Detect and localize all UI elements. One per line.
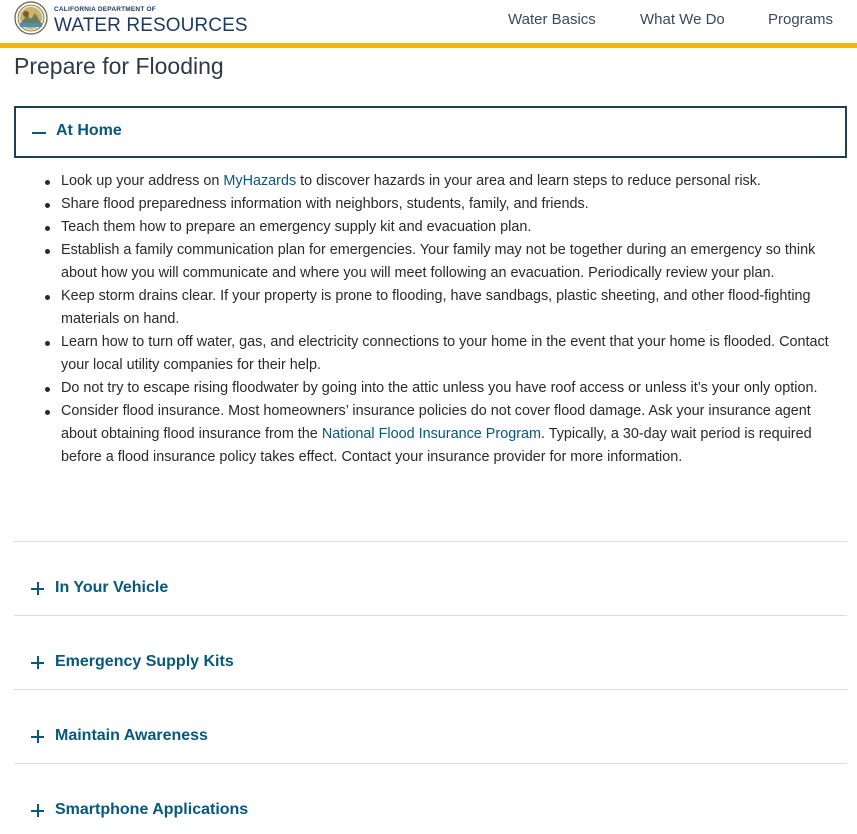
- nav-programs[interactable]: Programs: [768, 11, 834, 28]
- list-item-text: Consider flood insurance. Most homeowners’ insurance policies do not cover flood damage. Ask your insurance agent about obtaining flood insurance from the: [61, 403, 811, 442]
- list-item-text: Look up your address on: [61, 173, 224, 189]
- divider: [14, 615, 847, 616]
- divider: [14, 541, 847, 542]
- logo-subtitle: CALIFORNIA DEPARTMENT OF: [54, 6, 156, 14]
- list-item: Teach them how to prepare an emergency supply kit and evacuation plan.: [61, 216, 847, 239]
- list-item-text: . Typically, a 30-day wait period is required before a flood insurance policy takes effect. Contact your insurance provider for more information.: [61, 426, 812, 465]
- site-header: [0, 0, 857, 48]
- state-seal-icon: [14, 1, 48, 35]
- divider: [14, 689, 847, 690]
- nav-what-we-do[interactable]: What We Do: [640, 11, 725, 28]
- accordion-at-home-header[interactable]: [14, 106, 847, 158]
- accordion-title: At Home: [56, 122, 122, 139]
- list-item: Share flood preparedness information with neighbors, students, family, and friends.: [61, 193, 847, 216]
- myhazards-link[interactable]: MyHazards: [223, 173, 297, 189]
- accordion-emergency-supply-kits[interactable]: [14, 642, 847, 686]
- divider: [14, 763, 847, 764]
- list-item: Keep storm drains clear. If your property is prone to flooding, have sandbags, plastic sheeting, and other flood-fighting materials on hand.: [61, 285, 847, 331]
- accordion-title: In Your Vehicle: [55, 579, 169, 596]
- accordion-maintain-awareness[interactable]: [14, 716, 847, 760]
- accordion-smartphone-applications[interactable]: [14, 790, 847, 834]
- nav-water-basics[interactable]: Water Basics: [508, 11, 596, 28]
- nfip-link[interactable]: National Flood Insurance Program: [321, 426, 541, 442]
- accordion-title: Maintain Awareness: [55, 727, 208, 744]
- list-item: Establish a family communication plan for emergencies. Your family may not be together during an emergency so think about how you will communicate and where you will meet following an evacuation. Periodically review your plan.: [61, 239, 847, 285]
- accordion-title: Emergency Supply Kits: [55, 653, 234, 670]
- list-item: Do not try to escape rising floodwater by going into the attic unless you have roof access or unless it’s your only option.: [61, 377, 847, 400]
- page-title: Prepare for Flooding: [14, 53, 224, 79]
- plus-icon: [31, 730, 45, 744]
- list-item: [61, 400, 847, 469]
- list-item: [61, 170, 847, 193]
- list-item: Learn how to turn off water, gas, and electricity connections to your home in the event that your home is flooded. Contact your local utility companies for their help.: [61, 331, 847, 377]
- plus-icon: [31, 582, 45, 596]
- logo-title: WATER RESOURCES: [54, 14, 248, 36]
- tips-list: [14, 170, 847, 469]
- accordion-in-your-vehicle[interactable]: [14, 568, 847, 612]
- minus-icon: [32, 132, 46, 134]
- dwr-logo[interactable]: [14, 1, 248, 35]
- plus-icon: [31, 804, 45, 818]
- accordion-title: Smartphone Applications: [55, 801, 249, 818]
- plus-icon: [31, 656, 45, 670]
- list-item-text: to discover hazards in your area and learn steps to reduce personal risk.: [296, 173, 761, 189]
- accordion-at-home-panel: [14, 170, 847, 469]
